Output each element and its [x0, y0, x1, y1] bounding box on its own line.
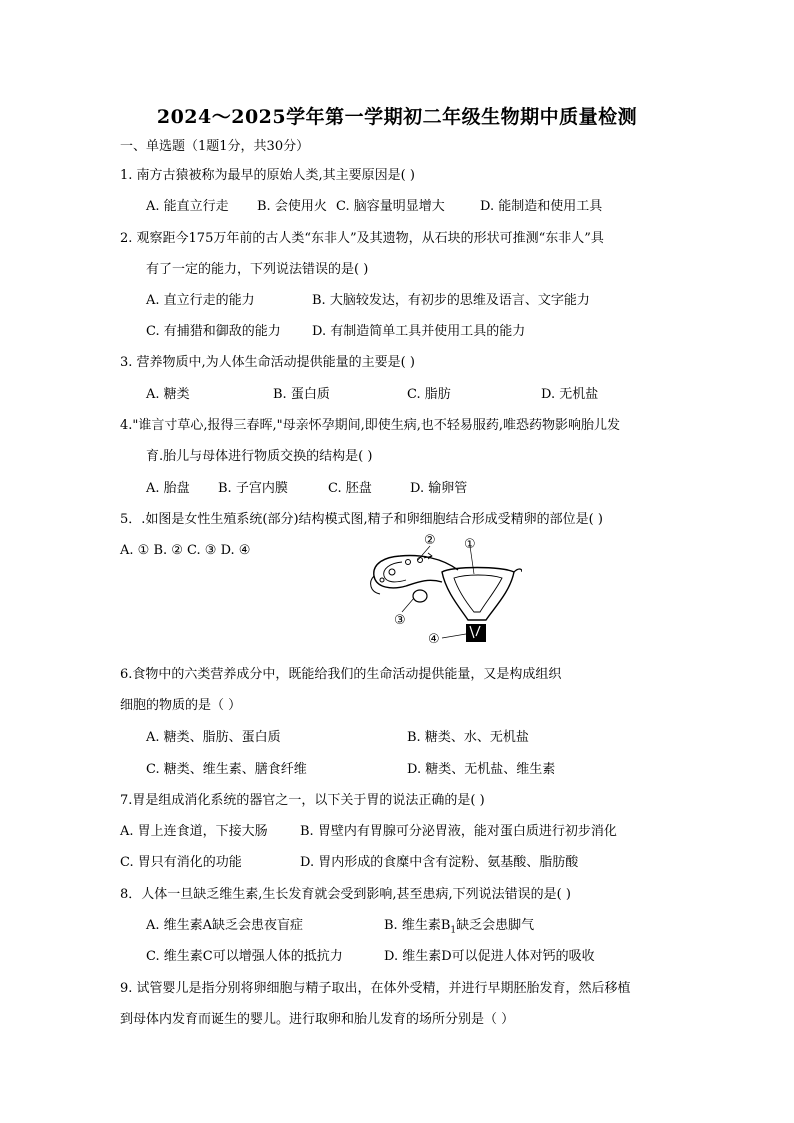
question-8-option-b-subscript: 1 [450, 925, 457, 936]
question-6-option-c: C. 糖类、维生素、膳食纤维 [146, 762, 307, 777]
question-6-option-b: B. 糖类、水、无机盐 [407, 730, 529, 745]
question-6-option-a: A. 糖类、脂肪、蛋白质 [146, 730, 281, 745]
question-4-option-a: A. 胎盘 [146, 481, 190, 496]
question-1-option-c: C. 脑容量明显增大 [336, 199, 445, 214]
question-1-stem: 1. 南方古猿被称为最早的原始人类,其主要原因是( ) [120, 168, 415, 183]
question-7-option-c: C. 胃只有消化的功能 [120, 855, 242, 870]
question-9-stem-line1: 9. 试管婴儿是指分别将卵细胞与精子取出，在体外受精，并进行早期胚胎发育，然后移植 [120, 981, 631, 996]
question-2-stem-line1: 2. 观察距今175万年前的古人类“东非人”及其遗物，从石块的形状可推测“东非人”具 [120, 231, 604, 246]
question-3-stem: 3. 营养物质中,为人体生命活动提供能量的主要是( ) [120, 355, 415, 370]
question-1-option-b: B. 会使用火 [257, 199, 327, 214]
question-7-stem: 7.胃是组成消化系统的器官之一，以下关于胃的说法正确的是( ) [120, 793, 485, 808]
question-6-stem-line2: 细胞的物质的是（ ） [120, 698, 242, 713]
question-5-stem: 5．.如图是女性生殖系统(部分)结构模式图,精子和卵细胞结合形成受精卵的部位是( ) [120, 512, 603, 527]
question-3-option-d: D. 无机盐 [541, 387, 599, 402]
question-7-option-b: B. 胃壁内有胃腺可分泌胃液，能对蛋白质进行初步消化 [300, 824, 617, 839]
question-1-option-d: D. 能制造和使用工具 [480, 199, 603, 214]
question-6-option-d: D. 糖类、无机盐、维生素 [407, 762, 556, 777]
question-8-option-b-suffix: 缺乏会患脚气 [456, 918, 535, 933]
question-2-option-b: B. 大脑较发达，有初步的思维及语言、文字能力 [312, 293, 590, 308]
question-2-option-d: D. 有制造简单工具并使用工具的能力 [312, 324, 526, 339]
diagram-label-2: ② [424, 533, 436, 548]
question-6-stem-line1: 6.食物中的六类营养成分中，既能给我们的生命活动提供能量，又是构成组织 [120, 667, 562, 682]
question-8-option-c: C. 维生素C可以增强人体的抵抗力 [146, 949, 343, 964]
question-7-option-d: D. 胃内形成的食糜中含有淀粉、氨基酸、脂肪酸 [300, 855, 579, 870]
question-2-stem-line2: 有了一定的能力，下列说法错误的是( ) [146, 262, 369, 277]
question-7-option-a: A. 胃上连食道，下接大肠 [120, 824, 268, 839]
question-3-option-b: B. 蛋白质 [273, 387, 330, 402]
question-8-stem: 8．人体一旦缺乏维生素,生长发育就会受到影响,甚至患病,下列说法错误的是( ) [120, 887, 571, 902]
question-5-options: A. ① B. ② C. ③ D. ④ [120, 543, 251, 558]
question-4-stem-line1: 4."谁言寸草心,报得三春晖,"母亲怀孕期间,即使生病,也不轻易服药,唯恐药物影响胎儿发 [120, 418, 621, 433]
question-3-option-c: C. 脂肪 [407, 387, 451, 402]
question-8-option-d: D. 维生素D可以促进人体对钙的吸收 [384, 949, 595, 964]
question-2-option-a: A. 直立行走的能力 [146, 293, 255, 308]
diagram-label-4: ④ [428, 632, 440, 647]
question-3-option-a: A. 糖类 [146, 387, 190, 402]
question-9-stem-line2: 到母体内发育而诞生的婴儿。进行取卵和胎儿发育的场所分别是（ ） [120, 1012, 515, 1027]
diagram-label-1: ① [464, 537, 476, 552]
question-2-option-c: C. 有捕猎和御敌的能力 [146, 324, 281, 339]
page-title: 2024～2025学年第一学期初二年级生物期中质量检测 [156, 106, 638, 128]
question-4-option-b: B. 子宫内膜 [218, 481, 288, 496]
question-8-option-b [384, 917, 534, 940]
question-1-option-a: A. 能直立行走 [146, 199, 229, 214]
diagram-label-3: ③ [394, 613, 406, 628]
question-8-option-a: A. 维生素A缺乏会患夜盲症 [146, 918, 304, 933]
section-heading: 一、单选题（1题1分，共30分） [120, 139, 310, 154]
reproductive-system-diagram [362, 532, 522, 652]
question-4-option-d: D. 输卵管 [410, 481, 468, 496]
question-8-option-b-prefix: B. 维生素B [384, 918, 451, 933]
question-4-option-c: C. 胚盘 [328, 481, 372, 496]
question-4-stem-line2: 育.胎儿与母体进行物质交换的结构是( ) [146, 449, 373, 464]
